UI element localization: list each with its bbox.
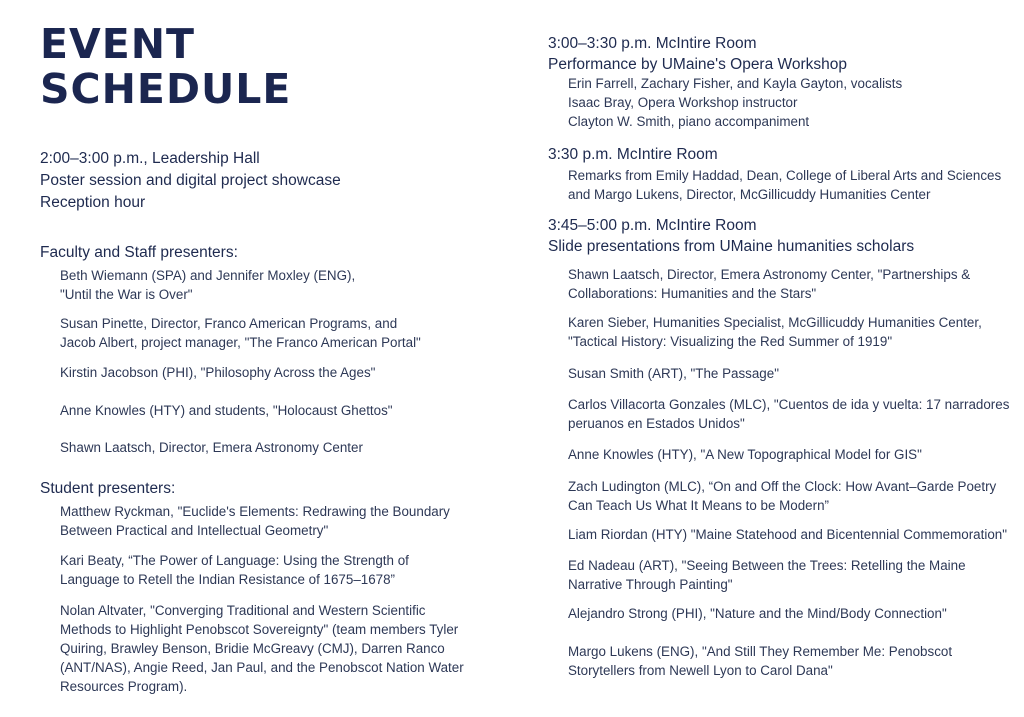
faculty-item-line: Anne Knowles (HTY) and students, "Holocaust Ghettos": [60, 403, 393, 418]
slides-title: Slide presentations from UMaine humanities scholars: [548, 238, 915, 255]
remarks-text: [568, 166, 1001, 204]
page-title: [40, 22, 291, 112]
student-item: [60, 502, 450, 540]
intro-block: [40, 148, 341, 214]
slide-item-line: Carlos Villacorta Gonzales (MLC), "Cuentos de ida y vuelta: 17 narradores: [568, 397, 1010, 412]
student-item-line: Methods to Highlight Penobscot Sovereignty" (team members Tyler: [60, 622, 459, 637]
slide-item-line: Can Teach Us What It Means to be Modern”: [568, 498, 829, 513]
student-item-line: Between Practical and Intellectual Geometry": [60, 523, 329, 538]
slide-item-line: "Tactical History: Visualizing the Red Summer of 1919": [568, 334, 893, 349]
faculty-item-line: Susan Pinette, Director, Franco American Programs, and: [60, 316, 398, 331]
slide-item: [568, 477, 996, 515]
faculty-item-line: Kirstin Jacobson (PHI), "Philosophy Across the Ages": [60, 365, 376, 380]
slide-item: [568, 642, 952, 680]
faculty-item: [60, 266, 355, 304]
slide-item: [568, 556, 966, 594]
remarks-heading: [548, 144, 718, 165]
slide-item: [568, 445, 922, 464]
slides-time: 3:45–5:00 p.m. McIntire Room: [548, 217, 757, 234]
slide-item-line: Susan Smith (ART), "The Passage": [568, 366, 779, 381]
slide-item-line: Margo Lukens (ENG), "And Still They Remember Me: Penobscot: [568, 644, 953, 659]
slide-item-line: peruanos en Estados Unidos": [568, 416, 745, 431]
slide-item-line: Anne Knowles (HTY), "A New Topographical Model for GIS": [568, 447, 922, 462]
student-item: [60, 551, 409, 589]
students-heading-text: Student presenters:: [40, 480, 176, 497]
remarks-time: 3:30 p.m. McIntire Room: [548, 146, 718, 163]
faculty-item: [60, 314, 421, 352]
slide-item: [568, 395, 1009, 433]
slide-item-line: Storytellers from Newell Lyon to Carol Dana": [568, 663, 833, 678]
slide-item-line: Zach Ludington (MLC), “On and Off the Clock: How Avant–Garde Poetry: [568, 479, 997, 494]
title-line-1: EVENT: [40, 20, 196, 68]
faculty-item-line: Jacob Albert, project manager, "The Franco American Portal": [60, 335, 421, 350]
opera-heading: [548, 33, 847, 75]
slides-heading: [548, 215, 914, 257]
faculty-item: [60, 363, 375, 382]
opera-credit-line: Isaac Bray, Opera Workshop instructor: [568, 95, 798, 110]
student-item-line: (ANT/NAS), Angie Reed, Jan Paul, and the Penobscot Nation Water: [60, 660, 464, 675]
opera-credit-line: Erin Farrell, Zachary Fisher, and Kayla Gayton, vocalists: [568, 76, 903, 91]
slide-item: [568, 604, 947, 623]
title-line-2: SCHEDULE: [40, 65, 292, 113]
faculty-item: [60, 401, 393, 420]
faculty-item-line: Shawn Laatsch, Director, Emera Astronomy Center: [60, 440, 363, 455]
faculty-item-line: Beth Wiemann (SPA) and Jennifer Moxley (ENG),: [60, 268, 356, 283]
opera-time: 3:00–3:30 p.m. McIntire Room: [548, 35, 757, 52]
slide-item: [568, 525, 1007, 544]
faculty-item: [60, 438, 363, 457]
slide-item-line: Shawn Laatsch, Director, Emera Astronomy Center, "Partnerships &: [568, 267, 971, 282]
slide-item: [568, 313, 982, 351]
slide-item-line: Narrative Through Painting": [568, 577, 733, 592]
slide-item-line: Alejandro Strong (PHI), "Nature and the Mind/Body Connection": [568, 606, 947, 621]
students-heading: [40, 478, 175, 500]
student-item-line: Kari Beaty, “The Power of Language: Using the Strength of: [60, 553, 409, 568]
remarks-line: and Margo Lukens, Director, McGillicuddy Humanities Center: [568, 187, 931, 202]
slide-item-line: Ed Nadeau (ART), "Seeing Between the Trees: Retelling the Maine: [568, 558, 966, 573]
intro-line-2: Poster session and digital project showcase: [40, 172, 341, 189]
intro-line-3: Reception hour: [40, 194, 146, 211]
slide-item: [568, 265, 970, 303]
student-item-line: Quiring, Brawley Benson, Bridie McGreavy (CMJ), Darren Ranco: [60, 641, 445, 656]
student-item-line: Language to Retell the Indian Resistance of 1675–1678”: [60, 572, 396, 587]
opera-credit-line: Clayton W. Smith, piano accompaniment: [568, 114, 810, 129]
faculty-heading-text: Faculty and Staff presenters:: [40, 244, 238, 261]
faculty-item-line: "Until the War is Over": [60, 287, 193, 302]
slide-item-line: Collaborations: Humanities and the Stars": [568, 286, 817, 301]
student-item-line: Matthew Ryckman, "Euclide's Elements: Redrawing the Boundary: [60, 504, 450, 519]
student-item: [60, 601, 464, 696]
remarks-line: Remarks from Emily Haddad, Dean, College of Liberal Arts and Sciences: [568, 168, 1002, 183]
opera-title: Performance by UMaine's Opera Workshop: [548, 56, 848, 73]
faculty-heading: [40, 242, 238, 264]
intro-time-place: 2:00–3:00 p.m., Leadership Hall: [40, 150, 260, 167]
slide-item-line: Liam Riordan (HTY) "Maine Statehood and Bicentennial Commemoration": [568, 527, 1007, 542]
slide-item-line: Karen Sieber, Humanities Specialist, McGillicuddy Humanities Center,: [568, 315, 982, 330]
slide-item: [568, 364, 779, 383]
opera-credits: [568, 74, 902, 131]
student-item-line: Nolan Altvater, "Converging Traditional and Western Scientific: [60, 603, 426, 618]
student-item-line: Resources Program).: [60, 679, 188, 694]
